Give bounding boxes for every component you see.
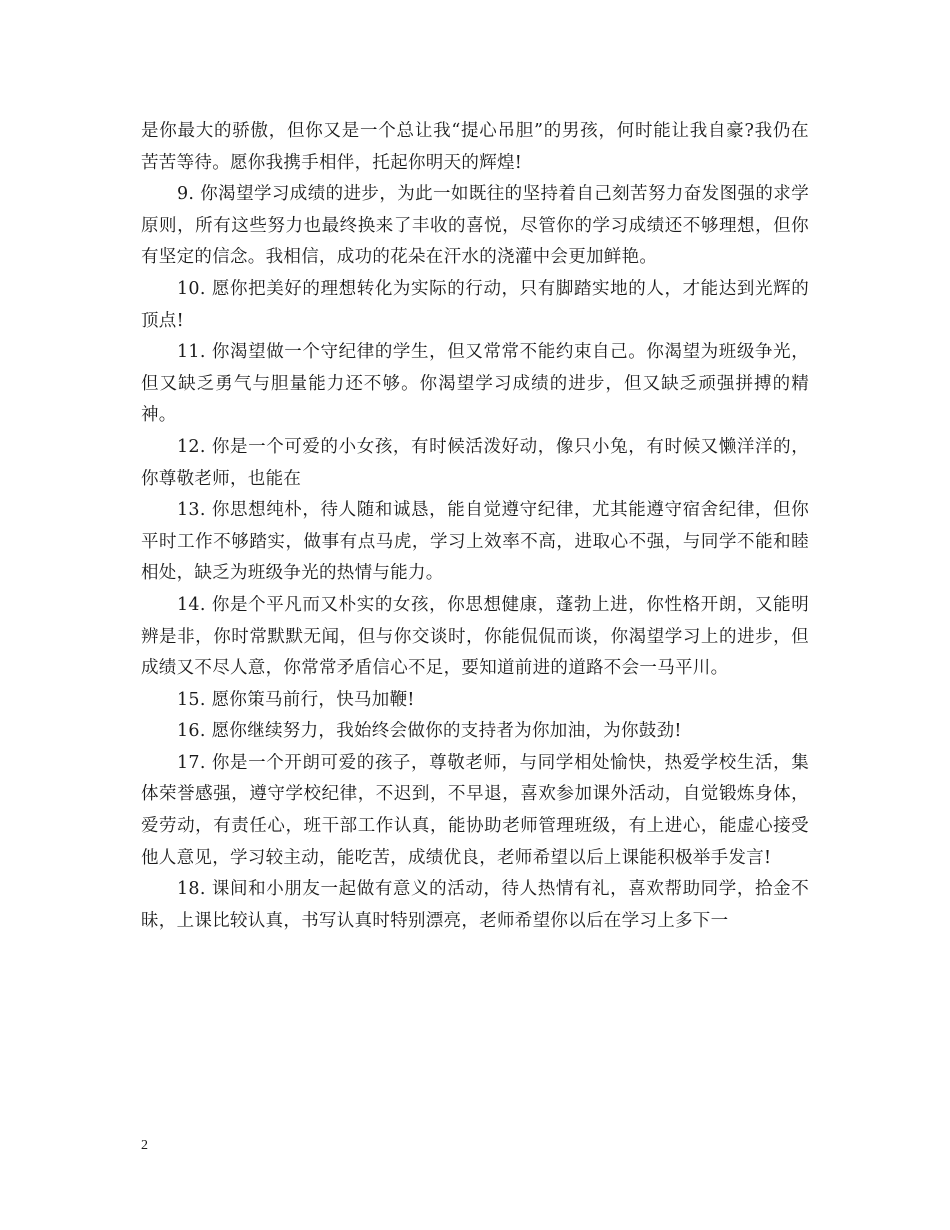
paragraph-item-13: 13. 你思想纯朴，待人随和诚恳，能自觉遵守纪律，尤其能遵守宿舍纪律，但你平时工作不够踏实，做事有点马虎，学习上效率不高，进取心不强，与同学不能和睦相处，缺乏为班级争光的热情与能力。 bbox=[141, 500, 809, 584]
page-number: 2 bbox=[141, 1138, 148, 1153]
paragraph-item-9: 9. 你渴望学习成绩的进步，为此一如既往的坚持着自己刻苦努力奋发图强的求学原则，所有这些努力也最终换来了丰收的喜悦，尽管你的学习成绩还不够理想，但你有坚定的信念。我相信，成功的花朵在汗水的浇灌中会更加鲜艳。 bbox=[141, 184, 809, 268]
paragraph-item-10: 10. 愿你把美好的理想转化为实际的行动，只有脚踏实地的人，才能达到光辉的顶点! bbox=[141, 278, 809, 331]
paragraph-item-18: 18. 课间和小朋友一起做有意义的活动，待人热情有礼，喜欢帮助同学，拾金不昧，上课比较认真，书写认真时特别漂亮，老师希望你以后在学习上多下一 bbox=[141, 879, 809, 931]
paragraph-item-15: 15. 愿你策马前行，快马加鞭! bbox=[177, 689, 415, 710]
paragraph-item-16: 16. 愿你继续努力，我始终会做你的支持者为你加油，为你鼓劲! bbox=[177, 721, 682, 742]
paragraph-item-14: 14. 你是个平凡而又朴实的女孩，你思想健康，蓬勃上进，你性格开朗，又能明辨是非，你时常默默无闻，但与你交谈时，你能侃侃而谈，你渴望学习上的进步，但成绩又不尽人意，你常常矛盾信心不足，要知道前进的道路不会一马平川。 bbox=[141, 594, 809, 679]
paragraph-item-17: 17. 你是一个开朗可爱的孩子，尊敬老师，与同学相处愉快，热爱学校生活，集体荣誉感强，遵守学校纪律，不迟到，不早退，喜欢参加课外活动，自觉锻炼身体，爱劳动，有责任心，班干部工作认真，能协助老师管理班级，有上进心，能虚心接受他人意见，学习较主动，能吃苦，成绩优良，老师希望以后上课能积极举手发言! bbox=[141, 752, 809, 868]
paragraph-item-12: 12. 你是一个可爱的小女孩，有时候活泼好动，像只小兔，有时候又懒洋洋的，你尊敬老师，也能在 bbox=[141, 436, 809, 489]
paragraph-item-11: 11. 你渴望做一个守纪律的学生，但又常常不能约束自己。你渴望为班级争光，但又缺乏勇气与胆量能力还不够。你渴望学习成绩的进步，但又缺乏顽强拼搏的精神。 bbox=[141, 342, 809, 426]
body-text bbox=[141, 116, 809, 937]
paragraph-continuation: 是你最大的骄傲，但你又是一个总让我“提心吊胆”的男孩，何时能让我自豪?我仍在苦苦等待。愿你我携手相伴，托起你明天的辉煌! bbox=[141, 121, 809, 173]
